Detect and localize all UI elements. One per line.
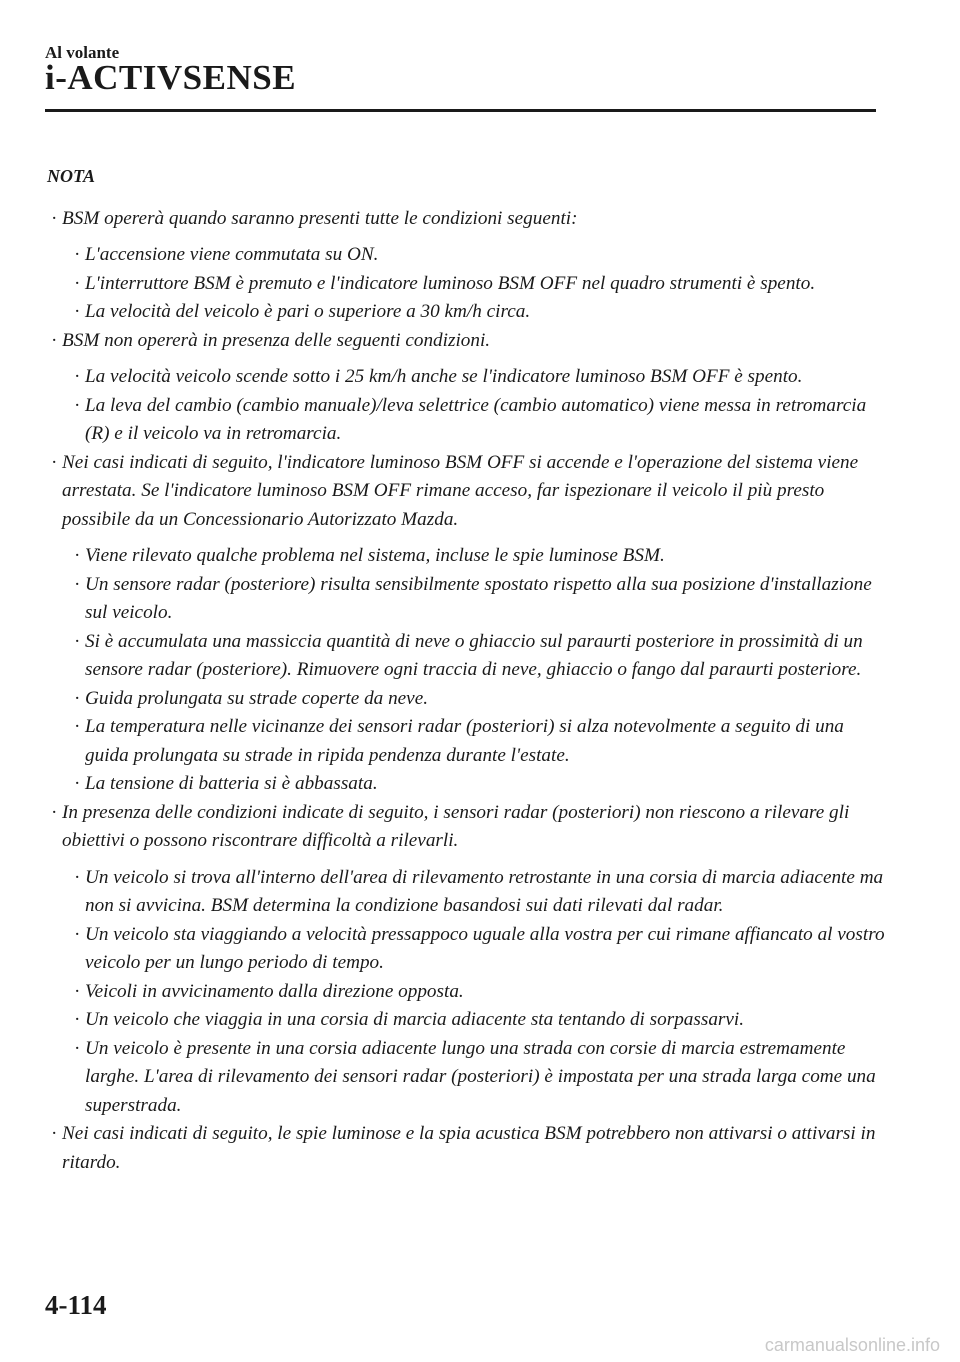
sub-item-text: Un veicolo che viaggia in una corsia di marcia adiacente sta tentando di sorpassarvi.: [85, 1009, 745, 1030]
sub-item-text: L'accensione viene commutata su ON.: [85, 244, 379, 265]
sub-item-text: Viene rilevato qualche problema nel sistema, incluse le spie luminose BSM.: [85, 545, 665, 566]
note-item-text: In presenza delle condizioni indicate di seguito, i sensori radar (posteriori) non riescono a rilevare gli obiettivi o possono riscontrare difficoltà a rilevarli.: [62, 801, 850, 851]
note-item: [47, 1120, 887, 1177]
sub-item: [70, 241, 887, 270]
bullet-icon: ·: [74, 272, 81, 294]
sub-item: [70, 298, 887, 327]
sub-list: [47, 542, 887, 799]
sub-item-text: Un veicolo si trova all'interno dell'area di rilevamento retrostante in una corsia di marcia adiacente ma non si avvicina. BSM determina la condizione basandosi sui dati rilevati dal radar.: [85, 866, 884, 916]
sub-item-text: La temperatura nelle vicinanze dei sensori radar (posteriori) si alza notevolmente a seguito di una guida prolungata su strade in ripida pendenza durante l'estate.: [85, 716, 844, 766]
bullet-icon: ·: [51, 329, 58, 351]
sub-item-text: Guida prolungata su strade coperte da neve.: [85, 687, 429, 709]
watermark: carmanualsonline.info: [764, 1335, 940, 1355]
section-label: Al volante: [45, 43, 120, 62]
note-item: [47, 449, 887, 535]
sub-item: [70, 1006, 887, 1035]
sub-item-text: La tensione di batteria si è abbassata.: [85, 773, 378, 794]
sub-item-text: L'interruttore BSM è premuto e l'indicatore luminoso BSM OFF nel quadro strumenti è spento.: [85, 272, 816, 294]
sub-item: [70, 685, 887, 714]
sub-item: [70, 921, 887, 978]
note-content: [47, 162, 887, 1177]
sub-item: [70, 978, 887, 1007]
sub-item-text: La leva del cambio (cambio manuale)/leva selettrice (cambio automatico) viene messa in retromarcia (R) e il veicolo va in retromarcia.: [85, 394, 867, 444]
note-item-text: Nei casi indicati di seguito, l'indicatore luminoso BSM OFF si accende e l'operazione del sistema viene arrestata. Se l'indicatore luminoso BSM OFF rimane acceso, far ispezionare il veicolo il più presto possibile da un Concessionario Autorizzato Mazda.: [62, 451, 859, 530]
note-item: [47, 799, 887, 856]
bullet-icon: ·: [51, 207, 58, 229]
sub-item-text: La velocità veicolo scende sotto i 25 km/h anche se l'indicatore luminoso BSM OFF è spento.: [85, 366, 803, 387]
note-item-text: BSM non opererà in presenza delle seguenti condizioni.: [62, 329, 491, 351]
sub-item: [70, 571, 887, 628]
note-item-text: BSM opererà quando saranno presenti tutte le condizioni seguenti:: [62, 207, 578, 229]
sub-item-text: Veicoli in avvicinamento dalla direzione opposta.: [85, 980, 464, 1002]
sub-item: [70, 713, 887, 770]
bullet-icon: ·: [74, 1009, 81, 1030]
sub-item-text: La velocità del veicolo è pari o superiore a 30 km/h circa.: [85, 301, 531, 322]
bullet-icon: ·: [74, 980, 81, 1002]
sub-list: [47, 241, 887, 327]
bullet-icon: ·: [74, 773, 81, 794]
sub-item: [70, 270, 887, 299]
sub-item-text: Un veicolo è presente in una corsia adiacente lungo una strada con corsie di marcia estremamente larghe. L'area di rilevamento dei sensori radar (posteriori) è impostata per una strada larga come una superstrada.: [85, 1037, 876, 1116]
bullet-icon: ·: [51, 451, 58, 473]
sub-item: [70, 1035, 887, 1121]
sub-list: [47, 864, 887, 1121]
sub-item-text: Si è accumulata una massiccia quantità di neve o ghiaccio sul paraurti posteriore in prossimità di un sensore radar (posteriore). Rimuovere ogni traccia di neve, ghiaccio o fango dal paraurti posteriore.: [85, 630, 863, 680]
bullet-icon: ·: [74, 301, 81, 322]
bullet-icon: ·: [74, 394, 81, 416]
note-item: [47, 327, 887, 356]
bullet-icon: ·: [74, 545, 81, 566]
bullet-icon: ·: [74, 687, 81, 709]
note-item: [47, 205, 887, 234]
bullet-icon: ·: [74, 366, 81, 387]
bullet-icon: ·: [74, 630, 81, 652]
sub-item: [70, 363, 887, 392]
bullet-icon: ·: [74, 866, 81, 888]
note-item-text: Nei casi indicati di seguito, le spie luminose e la spia acustica BSM potrebbero non attivarsi o attivarsi in ritardo.: [62, 1123, 876, 1173]
sub-item: [70, 628, 887, 685]
sub-item: [70, 392, 887, 449]
sub-item-text: Un sensore radar (posteriore) risulta sensibilmente spostato rispetto alla sua posizione d'installazione sul veicolo.: [85, 573, 872, 623]
note-label: NOTA: [47, 166, 96, 186]
page-number: 4-114: [45, 1290, 107, 1320]
sub-item: [70, 542, 887, 571]
sub-list: [47, 363, 887, 449]
bullet-icon: ·: [74, 244, 81, 265]
sub-item-text: Un veicolo sta viaggiando a velocità pressappoco uguale alla vostra per cui rimane affiancato al vostro veicolo per un lungo periodo di tempo.: [85, 923, 885, 973]
bullet-icon: ·: [51, 1123, 58, 1144]
sub-item: [70, 864, 887, 921]
header-rule: [45, 109, 876, 112]
bullet-icon: ·: [51, 801, 58, 823]
bullet-icon: ·: [74, 573, 81, 595]
sub-item: [70, 770, 887, 799]
bullet-icon: ·: [74, 923, 81, 945]
bullet-icon: ·: [74, 1037, 81, 1059]
chapter-title: i-ACTIVSENSE: [45, 58, 297, 97]
bullet-icon: ·: [74, 716, 81, 737]
